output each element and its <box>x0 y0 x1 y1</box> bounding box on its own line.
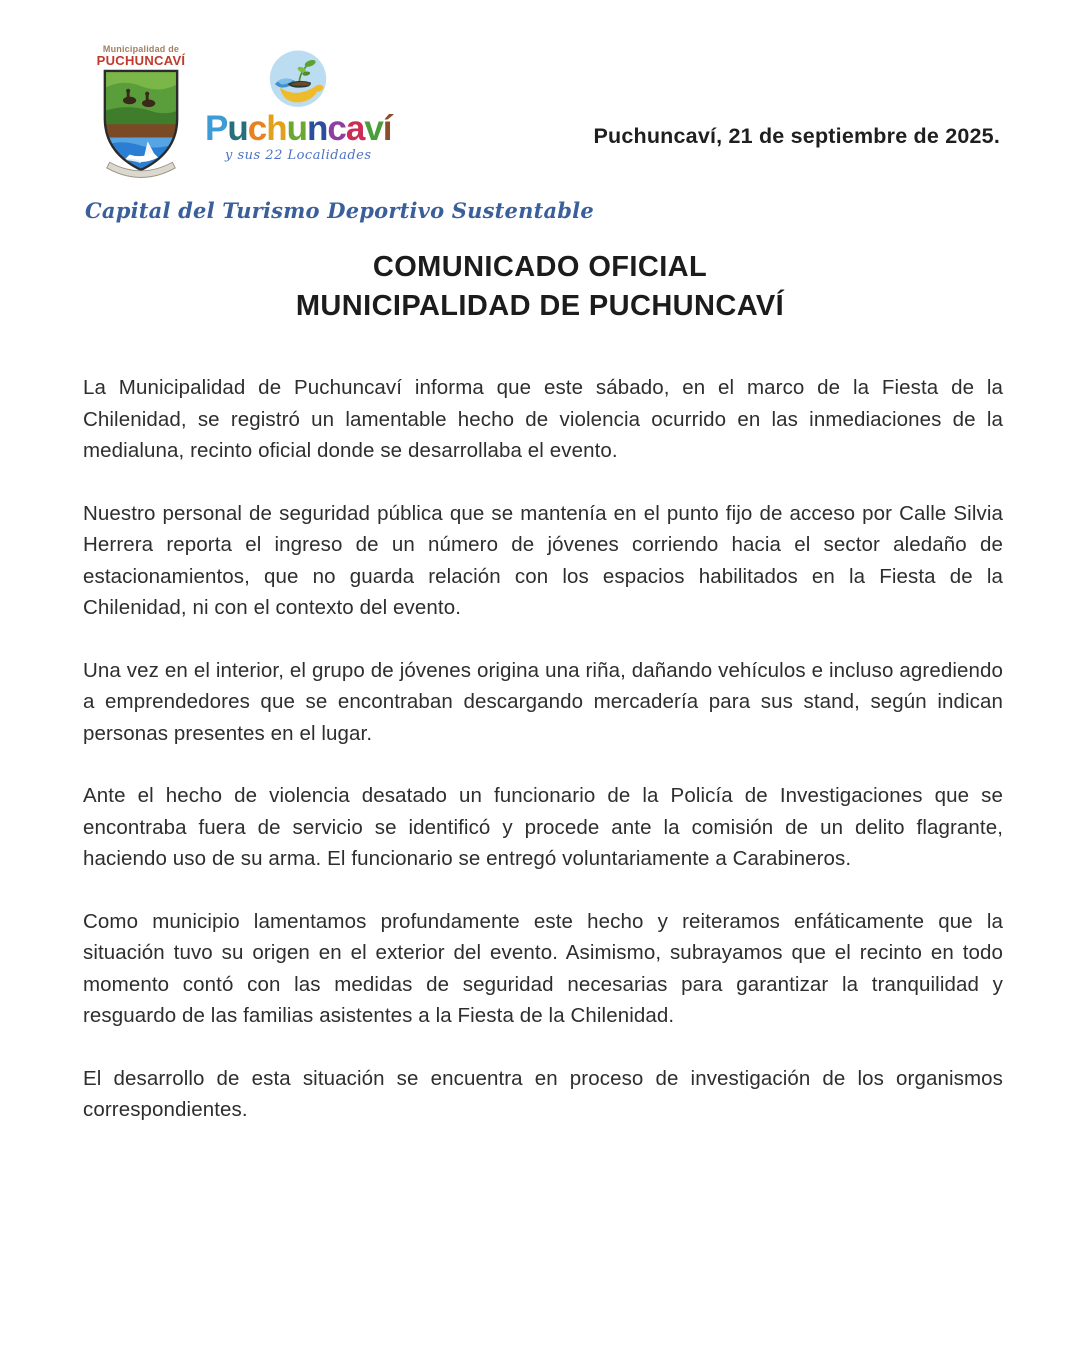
wordmark-subtitle: y sus 22 Localidades <box>224 148 372 163</box>
municipal-shield <box>85 44 197 192</box>
shield-crest-icon <box>93 69 189 187</box>
logo-tagline: Capital del Turismo Deportivo Sustentable <box>85 198 594 223</box>
body-paragraph: El desarrollo de esta situación se encuentra en proceso de investigación de los organismos correspondientes. <box>83 1066 1003 1121</box>
wordmark-letter: v <box>364 109 383 148</box>
title-line-2: MUNICIPALIDAD DE PUCHUNCAVÍ <box>295 290 785 322</box>
body-paragraphs <box>83 372 1003 1157</box>
document-header <box>0 0 1080 223</box>
municipal-logo-block <box>85 44 594 223</box>
shield-small-text: Municipalidad de <box>102 44 180 54</box>
body-paragraph: Ante el hecho de violencia desatado un funcionario de la Policía de Investigaciones que se encontraba fuera de servicio se identificó y procede ante la comisión de un delito flagrante, haciendo uso de su arma. El funcionario se entregó voluntariamente a Carabineros. <box>83 784 1003 870</box>
hand-plant-icon <box>266 48 330 112</box>
wordmark-letter: u <box>286 109 307 148</box>
date-line: Puchuncaví, 21 de septiembre de 2025. <box>593 124 1000 148</box>
wordmark-letter: c <box>327 109 346 148</box>
wordmark-letter: h <box>266 109 287 148</box>
wordmark-letter: u <box>227 109 248 148</box>
logo-row <box>85 44 392 192</box>
puchuncavi-wordmark <box>205 109 392 148</box>
wordmark-column <box>205 48 392 163</box>
wordmark-letter: n <box>307 109 328 148</box>
wordmark-letter: P <box>205 109 228 148</box>
body-paragraph: Una vez en el interior, el grupo de jóvenes origina una riña, dañando vehículos e incluso agrediendo a emprendedores que se encontraban descargando mercadería para sus stand, según indican personas presentes en el lugar. <box>83 658 1003 745</box>
wordmark-letter: í <box>382 109 392 148</box>
document-title <box>0 248 1080 326</box>
wordmark-letter: a <box>345 109 365 148</box>
shield-name-text: PUCHUNCAVÍ <box>96 53 186 68</box>
body-paragraph: Como municipio lamentamos profundamente este hecho y reiteramos enfáticamente que la situación tuvo su origen en el exterior del evento. Asimismo, subrayamos que el recinto en todo momento contó con las medidas de seguridad necesarias para garantizar la tranquilidad y resguardo de las familias asistentes a la Fiesta de la Chilenidad. <box>83 909 1003 1027</box>
wordmark-letter: c <box>247 109 267 148</box>
body-paragraph: La Municipalidad de Puchuncaví informa que este sábado, en el marco de la Fiesta de la Chilenidad, se registró un lamentable hecho de violencia ocurrido en las inmediaciones de la medialuna, recinto oficial donde se desarrollaba el evento. <box>83 376 1003 462</box>
body-paragraph: Nuestro personal de seguridad pública que se mantenía en el punto fijo de acceso por Calle Silvia Herrera reporta el ingreso de un número de jóvenes corriendo hacia el sector aledaño de estacionamientos, que no guarda relación con los espacios habilitados en la Fiesta de la Chilenidad, ni con el contexto del evento. <box>83 501 1003 619</box>
title-line-1: COMUNICADO OFICIAL <box>372 251 708 283</box>
